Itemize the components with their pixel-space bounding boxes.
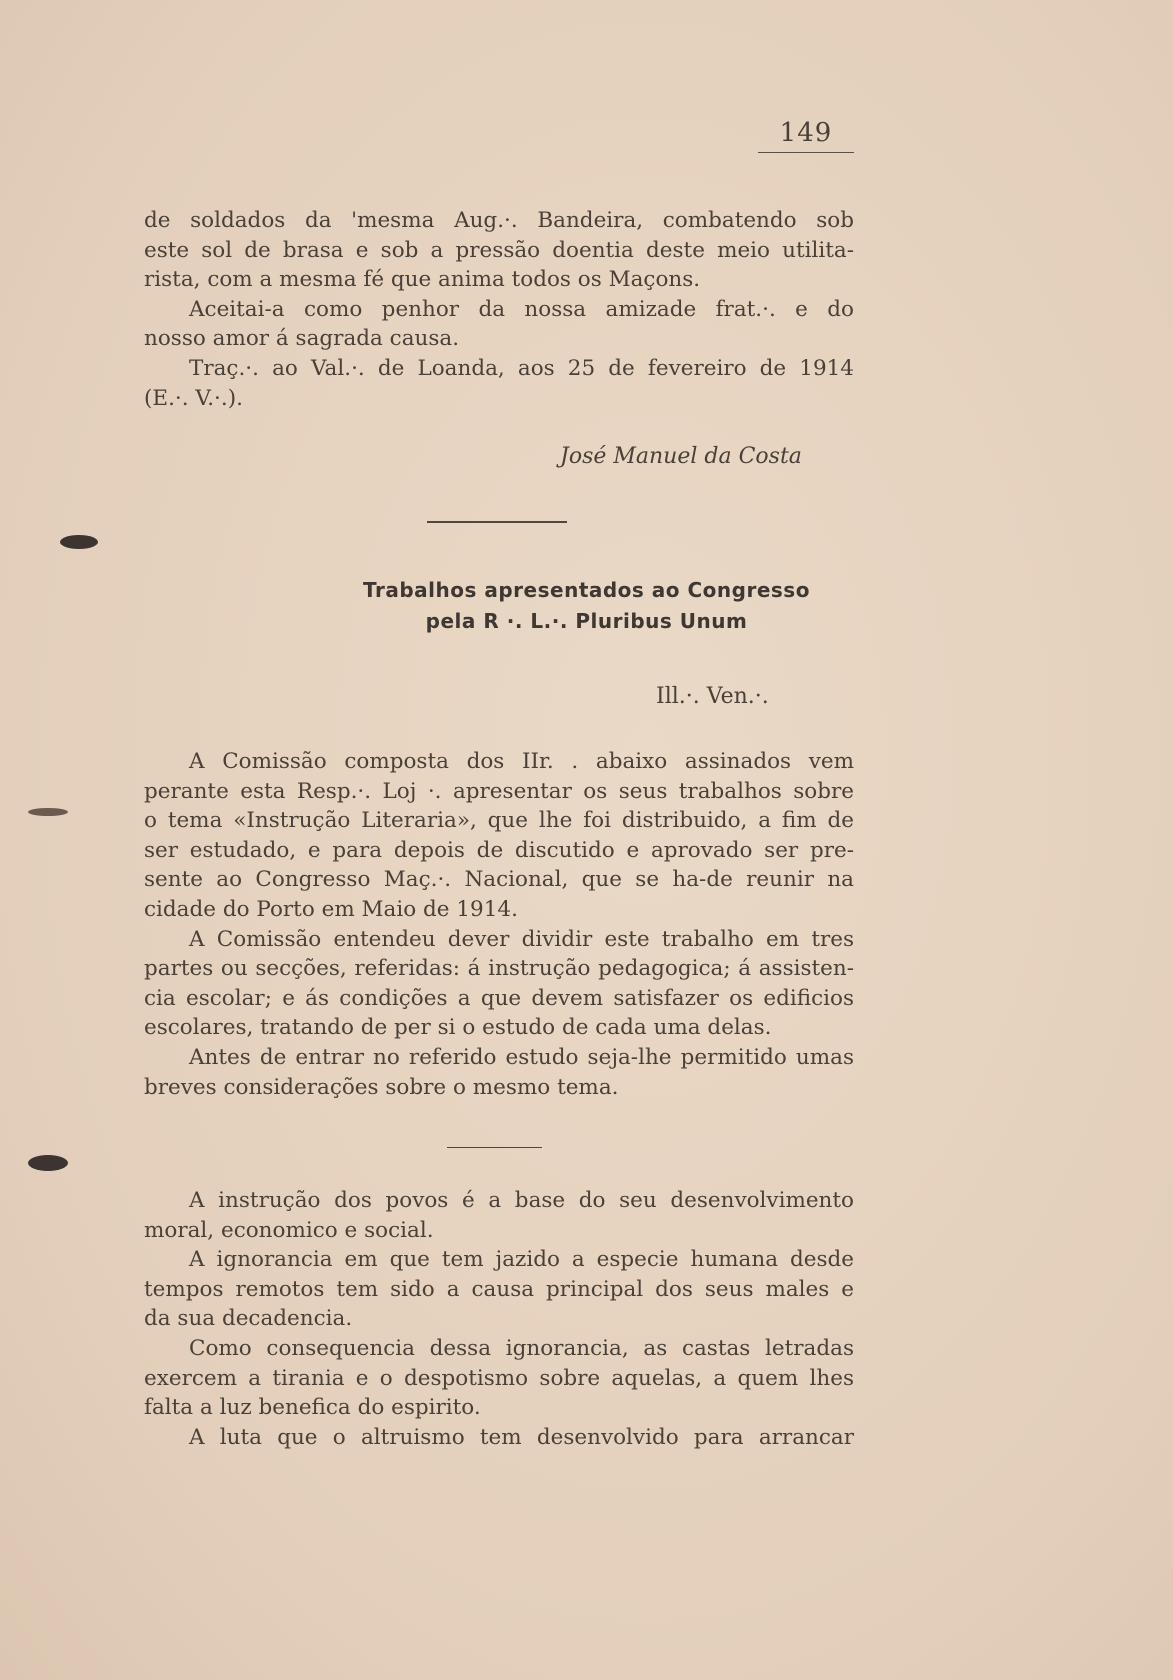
section-heading-sub: pela R ·. L.·. Pluribus Unum <box>425 609 748 633</box>
text-line: exercem a tirania e o despotismo sobre aquelas, a quem lhes <box>144 1365 854 1391</box>
text-line: ser estudado, e para depois de discutido e aprovado ser pre- <box>144 837 854 863</box>
signature: José Manuel da Costa <box>560 444 802 469</box>
text-line: A Comissão entendeu dever dividir este trabalho em tres <box>189 926 854 952</box>
text-line: A instrução dos povos é a base do seu desenvolvimento <box>189 1188 854 1213</box>
divider <box>427 521 567 523</box>
section-1-text <box>144 747 854 1102</box>
text-line: A luta que o altruismo tem desenvolvido para arrancar <box>189 1424 854 1450</box>
text-line: tempos remotos tem sido a causa principal dos seus males e <box>144 1276 854 1302</box>
text-line: Antes de entrar no referido estudo seja-lhe permitido umas <box>189 1044 854 1070</box>
text-line: breves considerações sobre o mesmo tema. <box>144 1074 619 1100</box>
text-line: cidade do Porto em Maio de 1914. <box>144 896 518 922</box>
text-line: moral, economico e social. <box>144 1217 434 1243</box>
text-line: o tema «Instrução Literaria», que lhe foi distribuido, a fim de <box>144 808 854 834</box>
text-line: sente ao Congresso Maç.·. Nacional, que se ha-de reunir na <box>144 867 854 893</box>
salutation: Ill.·. Ven.·. <box>656 684 769 709</box>
text-line: Como consequencia dessa ignorancia, as castas letradas <box>189 1335 854 1361</box>
text-line: cia escolar; e ás condições a que devem satisfazer os edificios <box>144 985 854 1011</box>
text-line: de soldados da 'mesma Aug.·. Bandeira, combatendo sob <box>144 208 854 233</box>
text-line: da sua decadencia. <box>144 1306 353 1332</box>
binding-hole-icon <box>60 535 98 549</box>
text-line: escolares, tratando de per si o estudo de cada uma delas. <box>144 1015 772 1041</box>
text-line: Traç.·. ao Val.·. de Loanda, aos 25 de fevereiro de 1914 <box>189 355 854 381</box>
page-number: 149 <box>758 118 854 153</box>
text-line: A ignorancia em que tem jazido a especie humana desde <box>189 1247 854 1273</box>
text-line: falta a luz benefica do espirito. <box>144 1395 481 1421</box>
text-line: nosso amor á sagrada causa. <box>144 326 460 352</box>
binding-hole-icon <box>28 808 68 816</box>
text-line: (E.·. V.·.). <box>144 385 243 411</box>
section-heading: Trabalhos apresentados ao Congresso <box>363 578 810 602</box>
text-line: Aceitai-a como penhor da nossa amizade frat.·. e do <box>189 296 854 322</box>
text-line: partes ou secções, referidas: á instrução pedagogica; á assisten- <box>144 956 854 982</box>
text-line: rista, com a mesma fé que anima todos os Maçons. <box>144 267 701 293</box>
letter-closing <box>144 206 854 413</box>
binding-hole-icon <box>28 1155 68 1171</box>
divider <box>447 1147 542 1148</box>
section-2-text <box>144 1186 854 1452</box>
text-line: A Comissão composta dos IIr. . abaixo assinados vem <box>189 749 854 774</box>
text-line: este sol de brasa e sob a pressão doentia deste meio utilita- <box>144 237 854 263</box>
text-line: perante esta Resp.·. Loj ·. apresentar os seus trabalhos sobre <box>144 778 854 804</box>
